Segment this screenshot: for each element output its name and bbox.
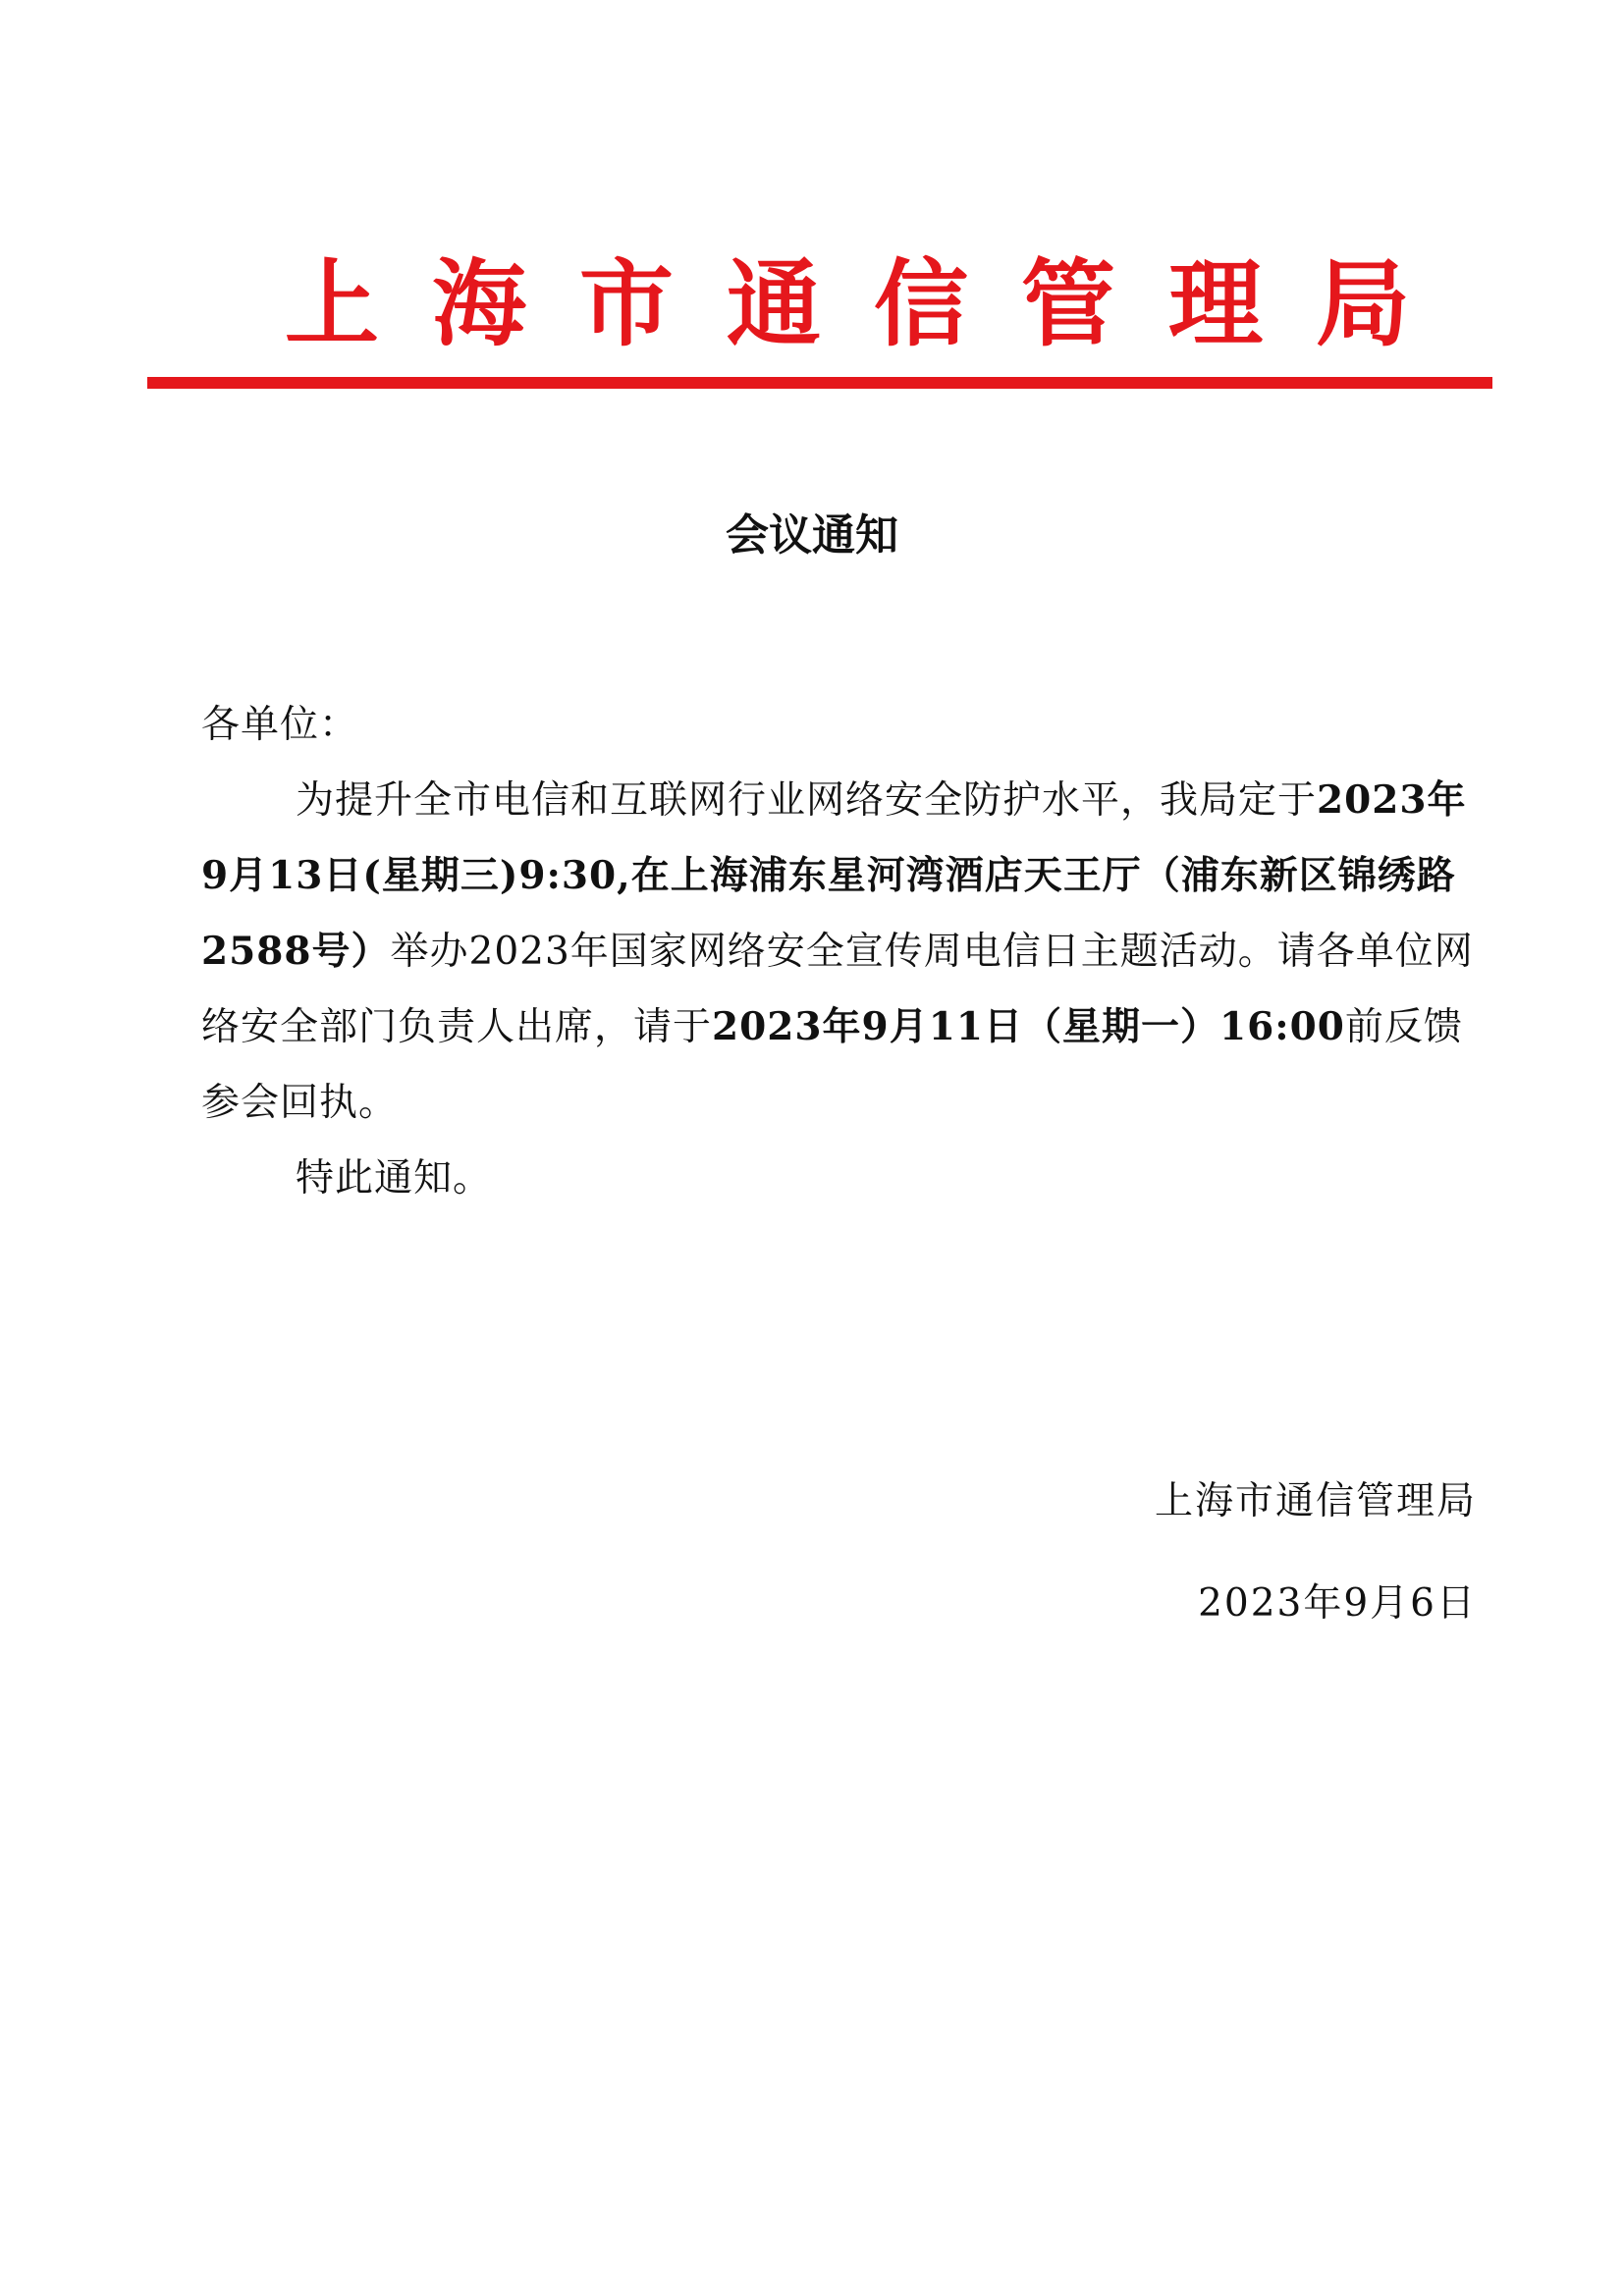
- body-paragraph: [201, 763, 1478, 1141]
- document-title: 会议通知: [726, 510, 898, 561]
- signature-date: 2023年9月6日: [1198, 1581, 1477, 1626]
- letterhead-red-rule: [147, 377, 1492, 389]
- letterhead: [147, 236, 1492, 373]
- paragraph-text: 为提升全市电信和互联网行业网络安全防护水平，我局定于: [296, 778, 1318, 823]
- signature-block: [1155, 1472, 1477, 1633]
- signature-org: 上海市通信管理局: [1154, 1479, 1477, 1523]
- letterhead-char: 局: [1316, 248, 1410, 359]
- letterhead-char: 上: [285, 248, 379, 359]
- letterhead-char: 理: [1168, 248, 1263, 359]
- document-body: [201, 687, 1478, 1216]
- letterhead-char: 信: [874, 248, 968, 359]
- reply-deadline: 2023年9月11日（星期一）16:00: [712, 1004, 1345, 1049]
- letterhead-char: 管: [1021, 248, 1115, 359]
- paragraph-text: 前反馈参会回执。: [201, 1005, 1463, 1125]
- salutation: 各单位：: [201, 703, 359, 747]
- meeting-time-location: 2023年9月13日(星期三)9:30,在上海浦东星河湾酒店天王厅（浦东新区锦绣路2588号）: [201, 777, 1467, 974]
- letterhead-char: 海: [432, 248, 526, 359]
- paragraph-text: 举办2023年国家网络安全宣传周电信日主题活动。请各单位网络安全部门负责人出席，请于: [201, 930, 1474, 1049]
- letterhead-char: 通: [727, 248, 821, 359]
- closing-line: 特此通知。: [296, 1156, 493, 1201]
- letterhead-char: 市: [579, 248, 674, 359]
